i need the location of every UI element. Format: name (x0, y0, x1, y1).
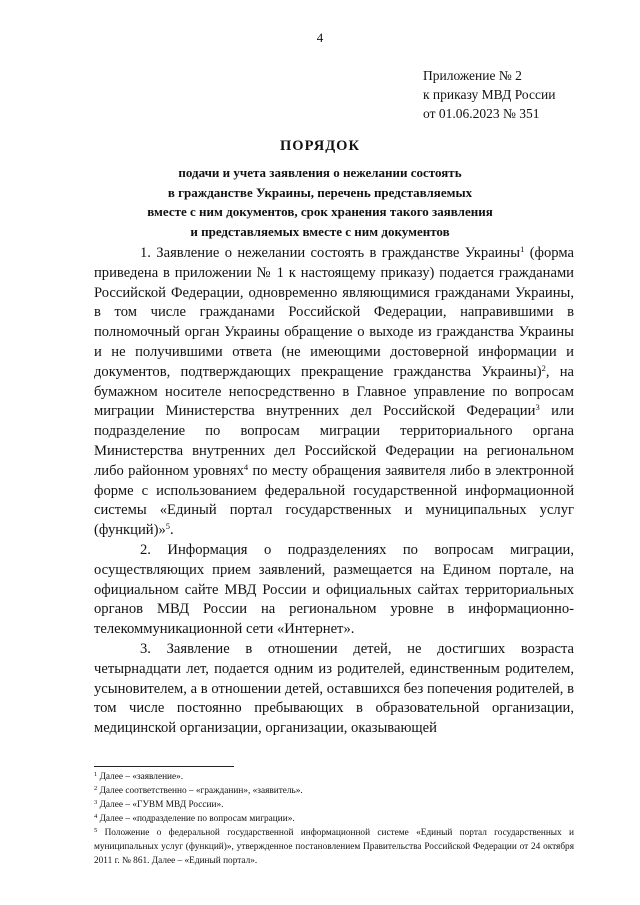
footnote-1 (94, 770, 574, 784)
footnote-ref-5: 5 (165, 521, 170, 532)
footnote-number: 5 (94, 827, 98, 834)
footnotes (94, 770, 574, 868)
paragraph-1-text-b: (форма приведена в приложении № 1 к настоящему приказу) подается гражданами Российской Федерации, одновременно являющимися гражданами Украины, в том числе гражданами Российской Федерации, направившими в полномочный орган Украины обращение о выходе из гражданства Украины и не получившими ответа (не имеющими достоверной информации и документов, подтверждающих прекращение гражданства Украины) (94, 245, 574, 380)
heading-line-4: и представляемых вместе с ним документов (190, 223, 450, 239)
paragraph-3: 3. Заявление в отношении детей, не достигших возраста четырнадцати лет, подается одним из родителей, единственным родителем, усыновителем, а в отношении детей, оставшихся без попечения родителей, в том числе постоянно пребывающих в образовательной организации, медицинской организации, организации, оказывающей (94, 640, 574, 737)
footnote-number: 4 (94, 813, 98, 820)
footnote-text: Далее соответственно – «гражданин», «заявитель». (97, 786, 303, 796)
appendix-line-1: Приложение № 2 (423, 68, 522, 83)
footnote-ref-1: 1 (520, 244, 525, 254)
footnote-5 (94, 826, 574, 868)
footnote-text: Далее – «заявление». (97, 772, 184, 782)
footnote-ref-2: 2 (541, 362, 546, 373)
paragraph-1 (94, 244, 574, 541)
heading-line-3: вместе с ним документов, срок хранения такого заявления (147, 204, 493, 219)
heading-line-1: подачи и учета заявления о нежелании состоять (178, 165, 462, 180)
appendix-reference (423, 66, 555, 123)
footnote-4 (94, 812, 574, 826)
footnote-text: Положение о федеральной государственной информационной системе «Единый портал государственных и муниципальных услуг (функций)», утвержденное постановлением Правительства Российской Федерации от 24 октября 2011 г. № 861. Далее – «Единый портал». (94, 828, 574, 866)
paragraph-1-text-c: , на бумажном носителе непосредственно в Главное управление по вопросам миграции Министерства внутренних дел Российской Федерации (94, 363, 574, 420)
footnote-number: 2 (94, 785, 98, 792)
page-number: 4 (316, 30, 324, 45)
paragraph-2: 2. Информация о подразделениях по вопросам миграции, осуществляющих прием заявлений, размещается на Едином портале, на официальном сайте МВД России и официальных сайтах территориальных органов МВД России на региональном уровне в информационно-телекоммуникационной сети «Интернет». (94, 541, 574, 638)
footnote-ref-4: 4 (243, 461, 249, 472)
footnote-text: Далее – «ГУВМ МВД России». (97, 800, 224, 810)
footnote-3 (94, 798, 574, 812)
footnote-ref-3: 3 (535, 402, 540, 413)
heading-line-2: в гражданстве Украины, перечень представляемых (167, 184, 473, 200)
paragraph-1-text-f: . (170, 522, 174, 539)
paragraph-1-text-a: 1. Заявление о нежелании состоять в гражданстве Украины (140, 245, 521, 261)
footnote-number: 1 (94, 771, 98, 778)
footnote-2 (94, 784, 574, 798)
paragraph-1-text-e: по месту обращения заявителя либо в электронной форме с использованием федеральной государственной информационной системы «Единый портал государственных и муниципальных услуг (функций)» (94, 462, 574, 539)
document-body (94, 244, 574, 739)
paragraph-1-text-d: или подразделение по вопросам миграции территориального органа Министерства внутренних дел Российской Федерации на региональном либо районном уровнях (94, 403, 574, 479)
appendix-line-2: к приказу МВД России (423, 87, 556, 102)
footnote-text: Далее – «подразделение по вопросам миграции». (97, 814, 295, 824)
appendix-line-3: от 01.06.2023 № 351 (423, 106, 540, 121)
footnote-number: 3 (94, 799, 98, 806)
footnote-divider (94, 766, 234, 767)
document-heading (0, 135, 640, 241)
document-title: ПОРЯДОК (280, 138, 360, 154)
